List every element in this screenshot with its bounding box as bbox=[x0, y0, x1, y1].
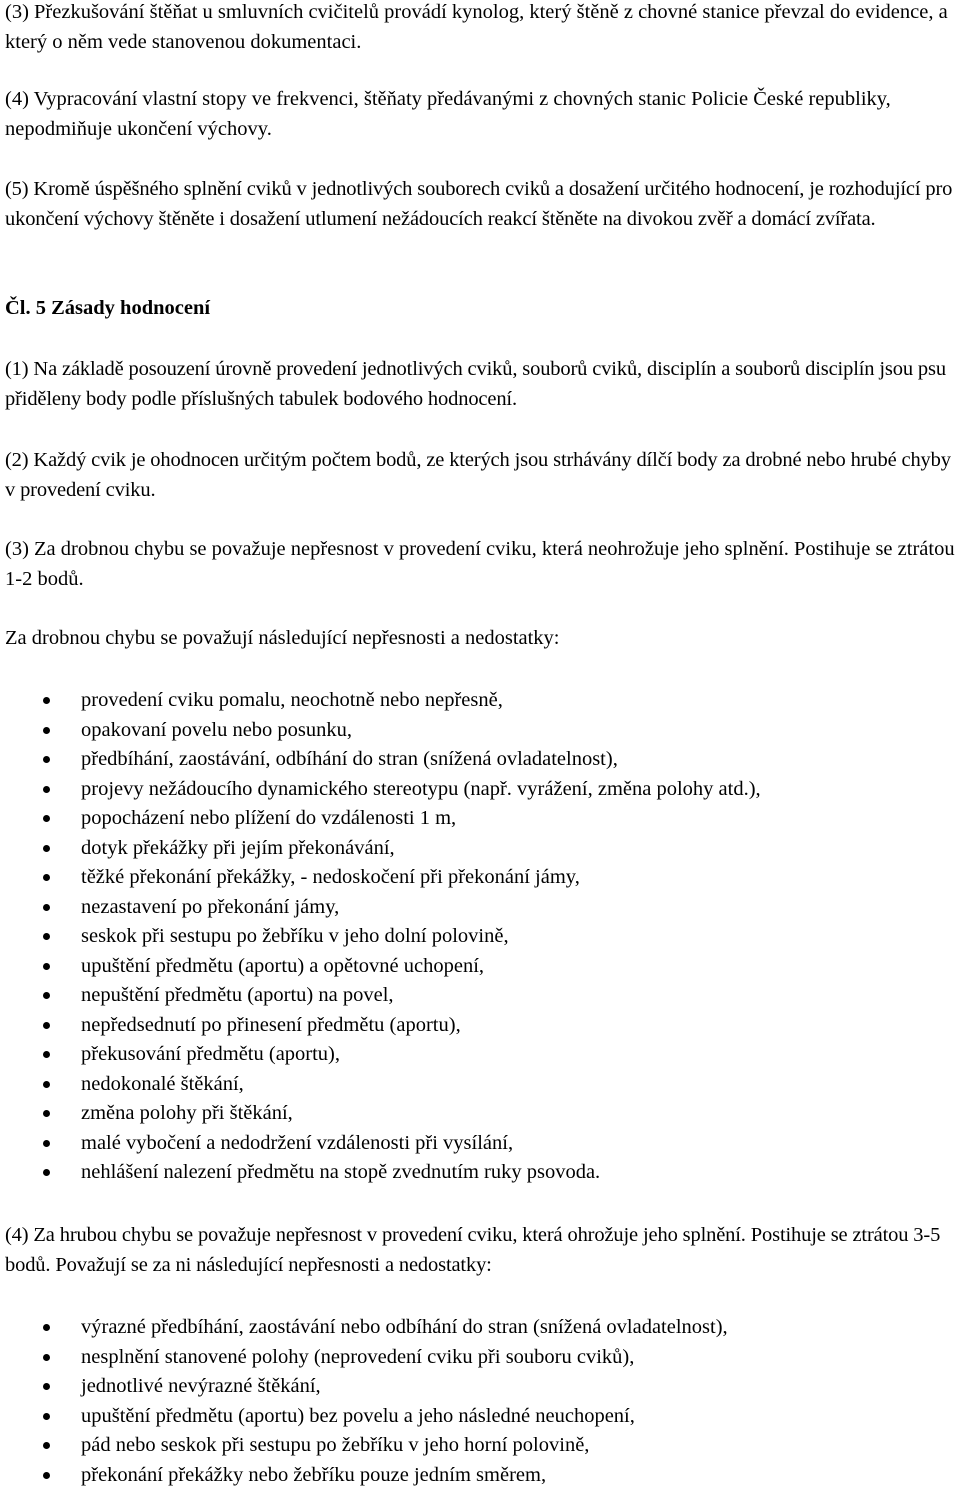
bullet-icon bbox=[43, 1140, 50, 1147]
bullet-icon bbox=[43, 1472, 50, 1479]
paragraph-text: (4) Za hrubou chybu se považuje nepřesnost v provedení cviku, která ohrožuje jeho splnění. Postihuje se ztrátou 3-5 bodů. Považují se za ni následující nepřesnosti a nedostatky: bbox=[5, 1224, 941, 1276]
list-item bbox=[0, 863, 960, 893]
bullet-icon bbox=[43, 963, 50, 970]
list-item-text: nesplnění stanovené polohy (neprovedení cviku při souboru cviků), bbox=[81, 1345, 635, 1368]
list-item-text: projevy nežádoucího dynamického stereotypu (např. vyrážení, změna polohy atd.), bbox=[81, 777, 761, 800]
list-item bbox=[0, 1431, 960, 1461]
bullet-icon bbox=[43, 1022, 50, 1029]
list-item-text: pád nebo seskok při sestupu po žebříku v jeho horní polovině, bbox=[81, 1434, 590, 1456]
bullet-icon bbox=[43, 697, 50, 704]
article-paragraph-3 bbox=[5, 535, 955, 594]
list-item bbox=[0, 834, 960, 864]
list-item-text: upuštění předmětu (aportu) a opětovné uchopení, bbox=[81, 954, 485, 977]
bullet-icon bbox=[43, 756, 50, 763]
list-item-text: předbíhání, zaostávání, odbíhání do stran (snížená ovladatelnost), bbox=[81, 748, 618, 770]
bullet-icon bbox=[43, 992, 50, 999]
list-item bbox=[0, 1158, 960, 1188]
bullet-icon bbox=[43, 727, 50, 734]
bullet-icon bbox=[43, 933, 50, 940]
list-item-text: těžké překonání překážky, - nedoskočení při překonání jámy, bbox=[81, 866, 580, 888]
heading-text: Čl. 5 Zásady hodnocení bbox=[5, 297, 211, 319]
list-item bbox=[0, 1040, 960, 1070]
list-item bbox=[0, 981, 960, 1011]
list-item-text: popocházení nebo plížení do vzdálenosti 1 m, bbox=[81, 807, 457, 829]
bullet-icon bbox=[43, 815, 50, 822]
article-heading bbox=[5, 294, 955, 324]
list-item bbox=[0, 716, 960, 746]
list-item-text: upuštění předmětu (aportu) bez povelu a jeho následné neuchopení, bbox=[81, 1404, 635, 1427]
major-faults-list bbox=[0, 1313, 960, 1490]
bullet-icon bbox=[43, 786, 50, 793]
list-item-text: nepuštění předmětu (aportu) na povel, bbox=[81, 984, 394, 1006]
list-item-text: změna polohy při štěkání, bbox=[81, 1102, 293, 1124]
bullet-icon bbox=[43, 1169, 50, 1176]
list-item-text: výrazné předbíhání, zaostávání nebo odbíhání do stran (snížená ovladatelnost), bbox=[81, 1316, 728, 1338]
paragraph-4-track bbox=[5, 85, 955, 144]
list-item bbox=[0, 745, 960, 775]
list-item bbox=[0, 893, 960, 923]
list-item-text: malé vybočení a nedodržení vzdálenosti při vysílání, bbox=[81, 1131, 514, 1154]
paragraph-text: (1) Na základě posouzení úrovně provedení jednotlivých cviků, souborů cviků, disciplín a souborů disciplín jsou psu přiděleny body podle příslušných tabulek bodového hodnocení. bbox=[5, 358, 946, 410]
list-item bbox=[0, 1343, 960, 1373]
paragraph-text: (3) Přezkušování štěňat u smluvních cvičitelů provádí kynolog, který štěně z chovné stanice převzal do evidence, a který o něm vede stanovenou dokumentaci. bbox=[5, 1, 948, 53]
bullet-icon bbox=[43, 845, 50, 852]
paragraph-text: (5) Kromě úspěšného splnění cviků v jednotlivých souborech cviků a dosažení určitého hodnocení, je rozhodující pro ukončení výchovy štěněte i dosažení utlumení nežádoucích reakcí štěněte na divokou zvěř a domácí zvířata. bbox=[5, 178, 953, 230]
paragraph-text: (4) Vypracování vlastní stopy ve frekvenci, štěňaty předávanými z chovných stanic Policie České republiky, nepodmiňuje ukončení výchovy. bbox=[5, 88, 891, 140]
list-item bbox=[0, 922, 960, 952]
list-item-text: nepředsednutí po přinesení předmětu (aportu), bbox=[81, 1013, 461, 1036]
list-item bbox=[0, 1313, 960, 1343]
minor-faults-intro bbox=[5, 624, 955, 654]
list-item-text: seskok při sestupu po žebříku v jeho dolní polovině, bbox=[81, 925, 509, 947]
list-item bbox=[0, 1461, 960, 1491]
list-item-text: nedokonalé štěkání, bbox=[81, 1072, 244, 1095]
list-item bbox=[0, 686, 960, 716]
bullet-icon bbox=[43, 1081, 50, 1088]
list-item-text: překusování předmětu (aportu), bbox=[81, 1043, 341, 1065]
bullet-icon bbox=[43, 1051, 50, 1058]
bullet-icon bbox=[43, 1110, 50, 1117]
list-item bbox=[0, 1372, 960, 1402]
list-item bbox=[0, 775, 960, 805]
list-item-text: překonání překážky nebo žebříku pouze jedním směrem, bbox=[81, 1463, 547, 1486]
bullet-icon bbox=[43, 1413, 50, 1420]
list-item bbox=[0, 1099, 960, 1129]
paragraph-5-success bbox=[5, 175, 955, 234]
paragraph-text: (2) Každý cvik je ohodnocen určitým počtem bodů, ze kterých jsou strhávány dílčí body za drobné nebo hrubé chyby v provedení cviku. bbox=[5, 449, 951, 501]
list-item-text: provedení cviku pomalu, neochotně nebo nepřesně, bbox=[81, 689, 503, 711]
bullet-icon bbox=[43, 874, 50, 881]
bullet-icon bbox=[43, 1442, 50, 1449]
bullet-icon bbox=[43, 1324, 50, 1331]
bullet-icon bbox=[43, 904, 50, 911]
list-item-text: opakovaní povelu nebo posunku, bbox=[81, 718, 353, 741]
bullet-icon bbox=[43, 1354, 50, 1361]
list-item bbox=[0, 1070, 960, 1100]
list-item-text: dotyk překážky při jejím překonávání, bbox=[81, 836, 395, 859]
bullet-icon bbox=[43, 1383, 50, 1390]
list-item-text: nezastavení po překonání jámy, bbox=[81, 895, 340, 918]
list-item bbox=[0, 804, 960, 834]
article-paragraph-4 bbox=[5, 1221, 955, 1280]
list-item bbox=[0, 1129, 960, 1159]
list-item-text: nehlášení nalezení předmětu na stopě zvednutím ruky psovoda. bbox=[81, 1161, 601, 1183]
list-item bbox=[0, 952, 960, 982]
minor-faults-list bbox=[0, 686, 960, 1188]
list-item bbox=[0, 1011, 960, 1041]
article-paragraph-2 bbox=[5, 446, 955, 505]
article-paragraph-1 bbox=[5, 355, 955, 414]
list-item-text: jednotlivé nevýrazné štěkání, bbox=[81, 1375, 321, 1397]
paragraph-text: (3) Za drobnou chybu se považuje nepřesnost v provedení cviku, která neohrožuje jeho splnění. Postihuje se ztrátou 1-2 bodů. bbox=[5, 538, 955, 590]
paragraph-text: Za drobnou chybu se považují následující nepřesnosti a nedostatky: bbox=[5, 627, 560, 649]
paragraph-3-puppy-examination bbox=[5, 0, 955, 57]
list-item bbox=[0, 1402, 960, 1432]
